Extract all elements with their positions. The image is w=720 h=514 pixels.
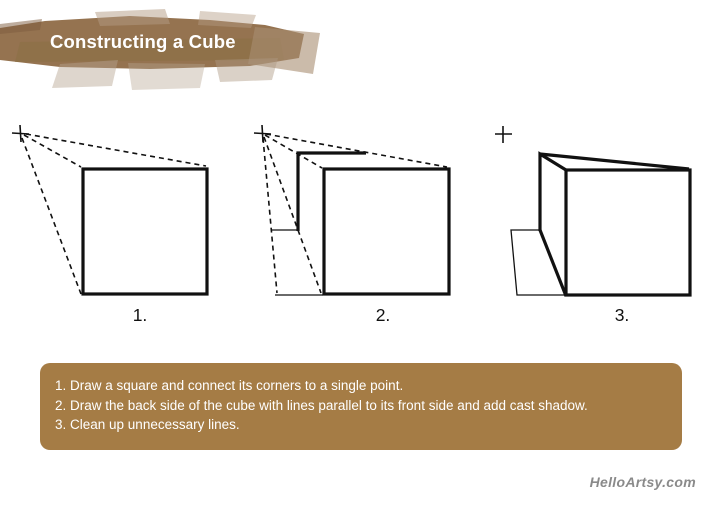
brushstroke-bottom-patch [128,63,205,90]
vanishing-point-cross-icon [495,126,512,143]
figure-1-label: 1. [132,305,148,325]
instruction-step-3: 3. Clean up unnecessary lines. [55,417,240,432]
figure-2-label: 2. [375,305,391,325]
instructions-box [40,363,682,450]
brushstroke-top-patch [95,9,170,26]
front-square [83,169,207,294]
brushstroke-top-patch [198,11,256,28]
instruction-step-2: 2. Draw the back side of the cube with lines parallel to its front side and add cast shadow. [55,397,588,413]
brushstroke-bottom-patch [215,58,278,82]
brushstroke-bottom-patch [52,60,118,88]
instruction-step-1: 1. Draw a square and connect its corners to a single point. [55,378,404,393]
figure-3-finished-cube [495,126,690,296]
cube-front-face [566,170,690,295]
front-square [324,169,449,294]
page-title: Constructing a Cube [50,31,236,52]
figure-3-label: 3. [614,305,630,325]
cast-shadow-outline [511,230,566,295]
figure-2-back-side-and-shadow [254,125,449,295]
figure-1-square-with-guides [12,125,207,294]
site-watermark: HelloArtsy.com [589,474,696,490]
cast-shadow-outline [271,230,323,295]
